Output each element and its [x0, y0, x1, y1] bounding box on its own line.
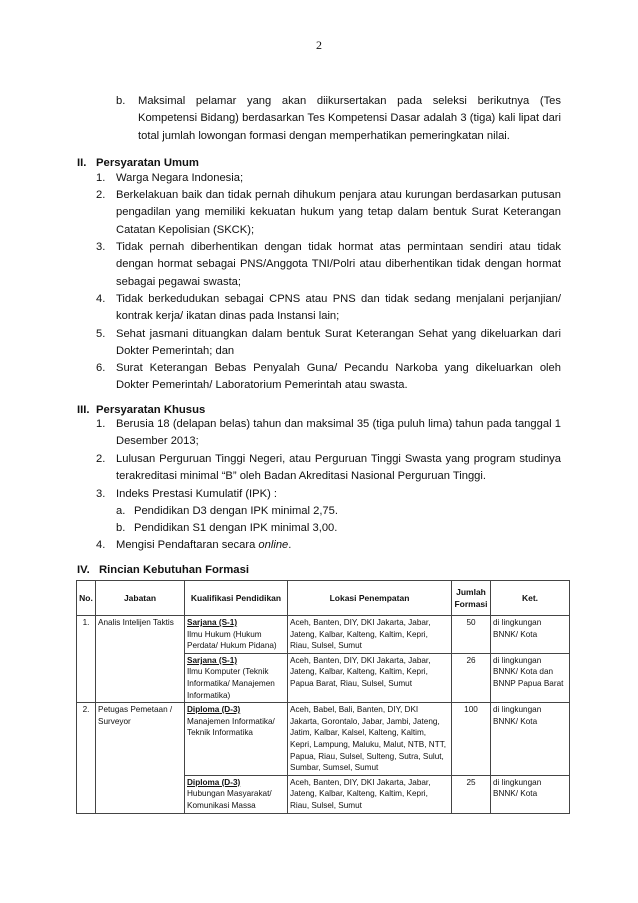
col-header-no: No.: [77, 581, 96, 616]
cell-ket: di lingkungan BNNK/ Kota: [491, 703, 570, 776]
cell-lokasi: Aceh, Banten, DIY, DKI Jakarta, Jabar, Jateng, Kalbar, Kalteng, Kaltim, Kepri, Riau, Sulsel, Sumut: [288, 775, 452, 813]
cell-kualifikasi: [185, 653, 288, 702]
table-row: [77, 703, 570, 776]
col-header-jabatan: Jabatan: [96, 581, 185, 616]
field-label: Manajemen Informatika/ Teknik Informatika: [187, 716, 275, 738]
text-post: .: [288, 539, 292, 551]
list-item: [96, 291, 561, 326]
cell-kualifikasi: [185, 775, 288, 813]
list-item-text: Tidak berkedudukan sebagai CPNS atau PNS dan tidak sedang menjalani perjanjian/ kontrak kerja/ ikatan dinas pada Instansi lain;: [116, 293, 561, 323]
list-item-number: 6.: [96, 362, 106, 374]
section-number: II.: [77, 157, 87, 169]
cell-lokasi: Aceh, Banten, DIY, DKI Jakarta, Jabar, Jateng, Kalbar, Kalteng, Kaltim, Kepri, Papua Barat, Riau, Sulsel, Sumut: [288, 653, 452, 702]
cell-jumlah: 26: [452, 653, 491, 702]
degree-label: Diploma (D-3): [187, 705, 241, 715]
list-item-text: Berusia 18 (delapan belas) tahun dan maksimal 35 (tiga puluh lima) tahun pada tanggal 1 Desember 2013;: [116, 418, 561, 448]
cell-ket: di lingkungan BNNK/ Kota dan BNNP Papua Barat: [491, 653, 570, 702]
list-item-text: Tidak pernah diberhentikan dengan tidak hormat atas permintaan sendiri atau tidak dengan hormat sebagai PNS/Anggota TNI/Polri atau diberhentikan tidak dengan hormat sebagai pegawai swasta;: [116, 241, 561, 288]
section-heading: [77, 155, 199, 171]
list-item-number: 3.: [96, 488, 106, 500]
list-item-number: 4.: [96, 293, 106, 305]
section-number: III.: [77, 404, 90, 416]
table-row: [77, 616, 570, 654]
section-title: Rincian Kebutuhan Formasi: [99, 564, 250, 576]
list-item-text: Pendidikan D3 dengan IPK minimal 2,75.: [134, 505, 338, 517]
cell-kualifikasi: [185, 703, 288, 776]
cell-ket: di lingkungan BNNK/ Kota: [491, 775, 570, 813]
section-title: Persyaratan Khusus: [96, 404, 206, 416]
list-item-text: Indeks Prestasi Kumulatif (IPK) :: [116, 488, 278, 500]
list-item: [96, 187, 561, 239]
cell-jabatan: Petugas Pemetaan / Surveyor: [96, 703, 185, 813]
sub-list-item: [116, 503, 561, 520]
list-item-number: 2.: [96, 189, 106, 201]
list-item-text: [96, 537, 561, 554]
list-item-number: 5.: [96, 328, 106, 340]
list-item: [96, 360, 561, 395]
list-item-number: 1.: [96, 172, 106, 184]
cell-jabatan: Analis Intelijen Taktis: [96, 616, 185, 703]
field-label: Ilmu Komputer (Teknik Informatika/ Manajemen Informatika): [187, 667, 275, 700]
cell-lokasi: Aceh, Babel, Bali, Banten, DIY, DKI Jakarta, Gorontalo, Jabar, Jambi, Jateng, Jatim, Kalbar, Kalsel, Kalteng, Kaltim, Kepri, Lampung, Maluku, Malut, NTB, NTT, Papua, Riau, Sulsel, Sulteng, Sutra, Sulut, Sumbar, Sumsel, Sumut: [288, 703, 452, 776]
list-item-text: Maksimal pelamar yang akan diikursertakan pada seleksi berikutnya (Tes Kompetensi Bidang) berdasarkan Tes Kompetensi Dasar adalah 3 (tiga) kali lipat dari total jumlah lowongan formasi dengan memperhatikan pemeringkatan nilai.: [138, 95, 561, 142]
col-header-jumlah: Jumlah Formasi: [452, 581, 491, 616]
text-pre: Mengisi Pendaftaran secara: [116, 539, 259, 551]
degree-label: Sarjana (S-1): [187, 618, 238, 627]
section-title: Persyaratan Umum: [96, 157, 199, 169]
field-label: Ilmu Hukum (Hukum Perdata/ Hukum Pidana): [187, 629, 277, 651]
field-label: Hubungan Masyarakat/ Komunikasi Massa: [187, 789, 272, 810]
degree-label: Diploma (D-3): [187, 777, 241, 787]
text-emphasis: online: [258, 539, 289, 551]
list-item: [96, 239, 561, 291]
cell-lokasi: Aceh, Banten, DIY, DKI Jakarta, Jabar, Jateng, Kalbar, Kalteng, Kaltim, Kepri, Riau, Sulsel, Sumut: [288, 616, 452, 654]
list-item-number: 2.: [96, 453, 106, 465]
list-item-text: Sehat jasmani dituangkan dalam bentuk Surat Keterangan Sehat yang dikeluarkan dari Dokter Pemerintah; dan: [116, 328, 561, 358]
list-item: [96, 451, 561, 486]
table-header-row: [77, 581, 570, 616]
section-heading: [77, 402, 206, 418]
list-item-number: b.: [116, 522, 126, 534]
list-item: [96, 486, 561, 503]
list-item-number: a.: [116, 505, 126, 517]
section-number: IV.: [77, 564, 90, 576]
list-item-text: Warga Negara Indonesia;: [116, 172, 244, 184]
cell-jumlah: 100: [452, 703, 491, 776]
list-item: [116, 93, 561, 145]
cell-jumlah: 50: [452, 616, 491, 654]
sub-list-item: [116, 520, 561, 537]
list-item-text: Berkelakuan baik dan tidak pernah dihukum penjara atau kurungan berdasarkan putusan pengadilan yang memiliki kekuatan hukum yang tetap dalam bentuk Surat Keterangan Catatan Kepolisian (SKCK);: [116, 189, 561, 236]
list-item: [96, 326, 561, 361]
col-header-ket: Ket.: [491, 581, 570, 616]
cell-no: 2.: [77, 703, 96, 813]
degree-label: Sarjana (S-1): [187, 655, 238, 665]
list-item-number: b.: [116, 95, 126, 107]
page-number: 2: [316, 38, 322, 52]
list-item-text: Surat Keterangan Bebas Penyalah Guna/ Pecandu Narkoba yang dikeluarkan oleh Dokter Pemerintah/ Laboratorium Pemerintah atau swasta.: [116, 362, 561, 392]
cell-no: 1.: [77, 616, 96, 703]
list-item-number: 1.: [96, 418, 106, 430]
formasi-table: [76, 580, 570, 814]
section-heading: [77, 562, 250, 578]
list-item-number: 4.: [96, 539, 106, 551]
list-item-number: 3.: [96, 241, 106, 253]
cell-ket: di lingkungan BNNK/ Kota: [491, 616, 570, 654]
col-header-lokasi: Lokasi Penempatan: [288, 581, 452, 616]
list-item: [96, 170, 561, 187]
list-item-text: Pendidikan S1 dengan IPK minimal 3,00.: [134, 522, 338, 534]
col-header-kualifikasi: Kualifikasi Pendidikan: [185, 581, 288, 616]
list-item-text: Lulusan Perguruan Tinggi Negeri, atau Perguruan Tinggi Swasta yang program studinya terakreditasi minimal “B” oleh Badan Akreditasi Nasional Perguruan Tinggi.: [116, 453, 561, 483]
list-item: [96, 416, 561, 451]
cell-jumlah: 25: [452, 775, 491, 813]
list-item: [96, 537, 561, 554]
cell-kualifikasi: [185, 616, 288, 654]
